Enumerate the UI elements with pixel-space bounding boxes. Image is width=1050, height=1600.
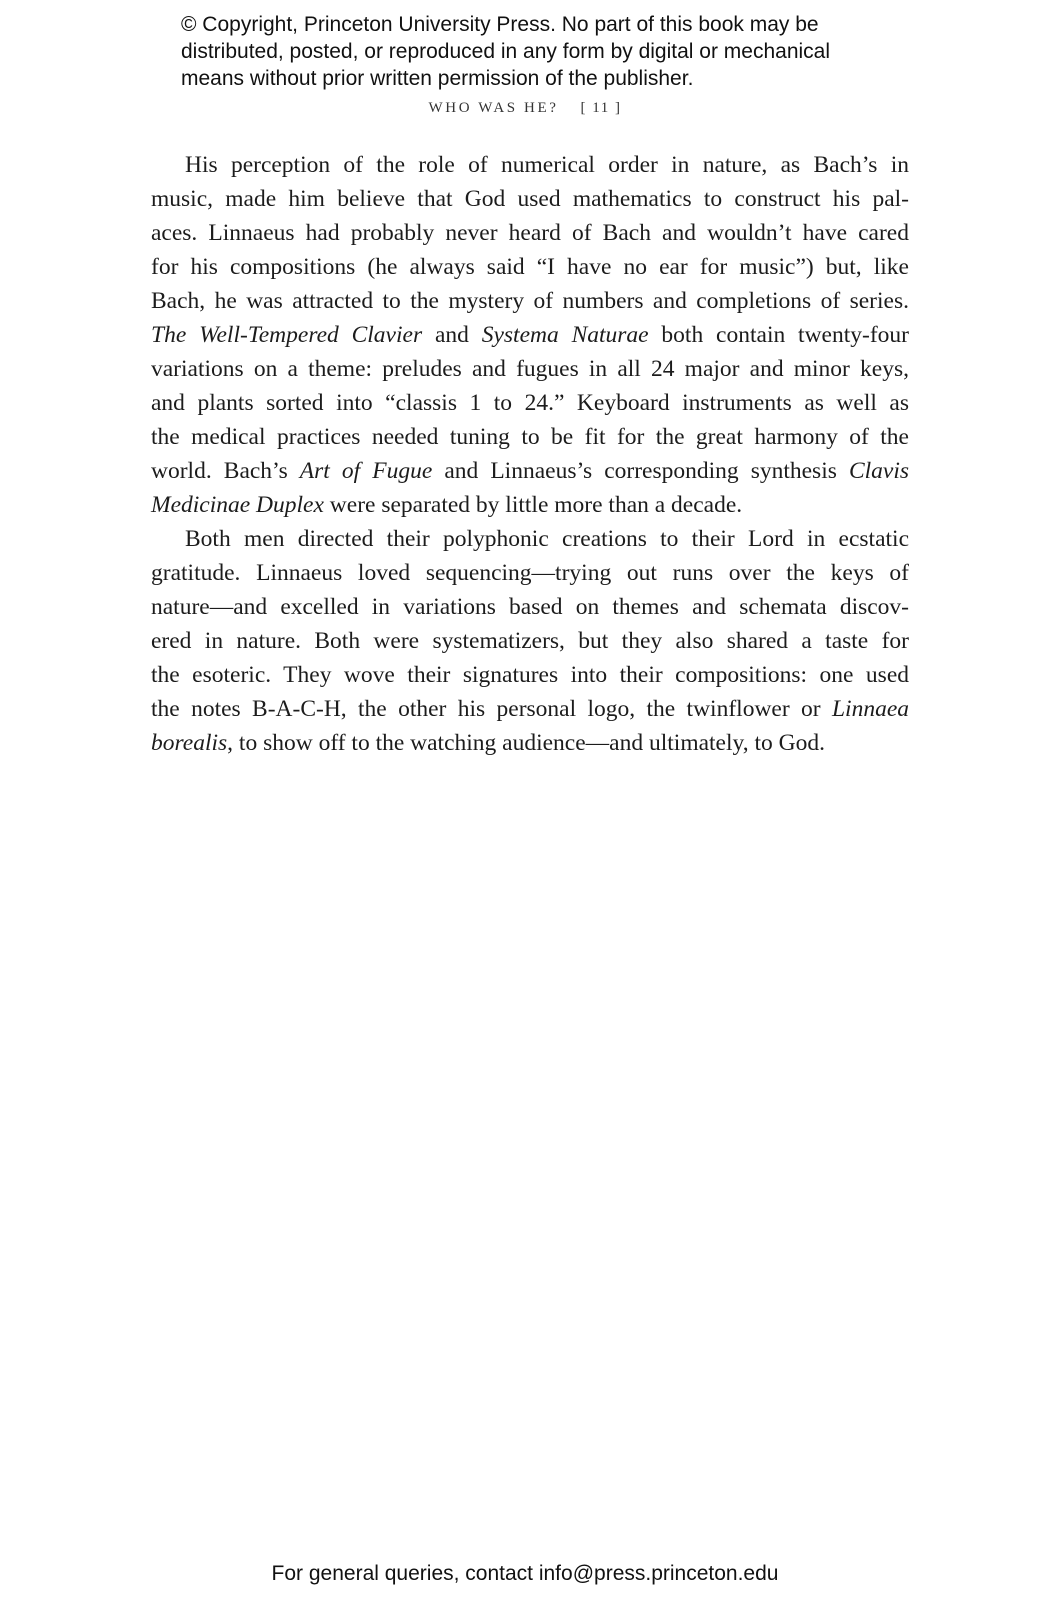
text-line bbox=[151, 488, 909, 522]
text-run: the esoteric. They wove their signatures into their compositions: one used bbox=[151, 662, 909, 688]
text-run: gratitude. Linnaeus loved sequencing—trying out runs over the keys of bbox=[151, 560, 909, 586]
text-run: ered in nature. Both were systematizers, but they also shared a taste for bbox=[151, 628, 909, 654]
text-line bbox=[151, 590, 909, 624]
copyright-line: distributed, posted, or reproduced in any form by digital or mechanical bbox=[181, 40, 831, 63]
text-line bbox=[151, 420, 909, 454]
page-number: [ 11 ] bbox=[580, 100, 622, 116]
body-text bbox=[151, 148, 909, 760]
text-line bbox=[151, 216, 909, 250]
text-run: world. Bach’s bbox=[151, 458, 300, 484]
text-line bbox=[151, 352, 909, 386]
paragraph bbox=[151, 522, 909, 760]
text-line bbox=[151, 726, 909, 760]
text-run: nature—and excelled in variations based on themes and schemata discov- bbox=[151, 594, 909, 620]
text-run: for his compositions (he always said “I have no ear for music”) but, like bbox=[151, 254, 909, 280]
text-line bbox=[151, 284, 909, 318]
italic-title: Art of Fugue bbox=[299, 458, 433, 484]
text-line bbox=[151, 624, 909, 658]
italic-title: Linnaea bbox=[831, 696, 909, 722]
text-run: the medical practices needed tuning to be fit for the great harmony of the bbox=[151, 424, 909, 450]
text-run: Both men directed their polyphonic creations to their Lord in ecstatic bbox=[185, 526, 909, 552]
text-run: and plants sorted into “classis 1 to 24.” Keyboard instruments as well as bbox=[151, 390, 909, 416]
text-line bbox=[151, 556, 909, 590]
copyright-line: means without prior written permission of the publisher. bbox=[181, 67, 694, 90]
text-run: and bbox=[422, 322, 482, 348]
paragraph bbox=[151, 148, 909, 522]
italic-title: Systema Naturae bbox=[481, 322, 649, 348]
italic-title: The Well-Tempered Clavier bbox=[151, 322, 423, 348]
text-run: aces. Linnaeus had probably never heard of Bach and wouldn’t have cared bbox=[151, 220, 909, 246]
text-run: Bach, he was attracted to the mystery of numbers and completions of series. bbox=[151, 288, 909, 314]
running-head bbox=[0, 100, 1050, 117]
text-line bbox=[151, 148, 909, 182]
text-line bbox=[151, 454, 909, 488]
text-run: variations on a theme: preludes and fugues in all 24 major and minor keys, bbox=[151, 356, 909, 382]
text-line bbox=[151, 386, 909, 420]
copyright-line: © Copyright, Princeton University Press. No part of this book may be bbox=[181, 13, 819, 36]
text-run: both contain twenty-four bbox=[648, 322, 909, 348]
italic-title: borealis bbox=[151, 730, 228, 756]
text-line bbox=[151, 182, 909, 216]
text-run: music, made him believe that God used mathematics to construct his pal- bbox=[151, 186, 909, 212]
text-run: the notes B-A-C-H, the other his personal logo, the twinflower or bbox=[151, 696, 832, 722]
italic-title: Clavis bbox=[848, 458, 909, 484]
running-head-title: WHO WAS HE? bbox=[428, 100, 559, 116]
italic-title: Medicinae Duplex bbox=[151, 492, 324, 518]
footer-contact: For general queries, contact info@press.princeton.edu bbox=[271, 1562, 779, 1585]
text-line bbox=[151, 522, 909, 556]
text-run: and Linnaeus’s corresponding synthesis bbox=[432, 458, 849, 484]
text-run: , to show off to the watching audience—and ultimately, to God. bbox=[227, 730, 825, 756]
text-line bbox=[151, 318, 909, 352]
text-run: His perception of the role of numerical order in nature, as Bach’s in bbox=[185, 152, 909, 178]
text-line bbox=[151, 692, 909, 726]
text-run: were separated by little more than a decade. bbox=[323, 492, 743, 518]
text-line bbox=[151, 250, 909, 284]
text-line bbox=[151, 658, 909, 692]
copyright-notice bbox=[181, 11, 901, 92]
